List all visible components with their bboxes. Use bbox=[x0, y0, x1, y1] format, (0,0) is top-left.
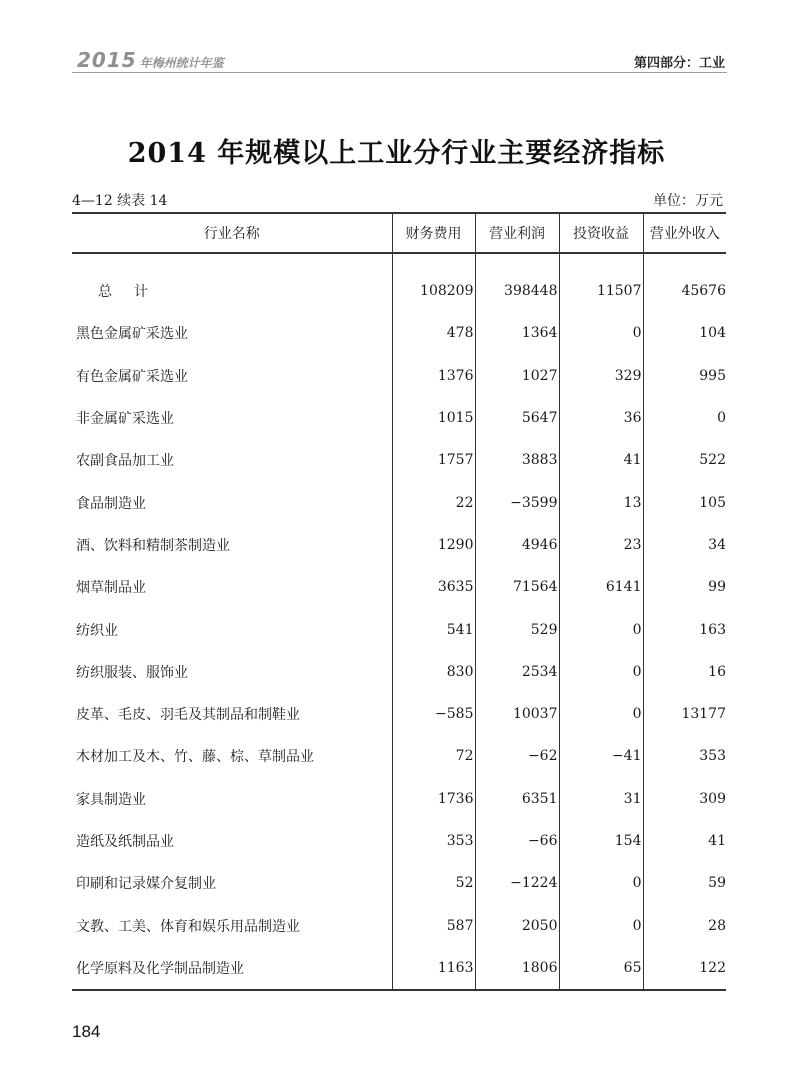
industry-name: 皮革、毛皮、羽毛及其制品和制鞋业 bbox=[76, 707, 300, 724]
column-header-non-operating-income: 营业外收入 bbox=[643, 213, 726, 253]
industry-name-cell bbox=[72, 253, 392, 312]
non-operating-income-cell: 309 bbox=[643, 778, 726, 820]
table-header-row bbox=[72, 213, 726, 253]
operating-profit-cell: 10037 bbox=[475, 693, 559, 735]
industry-name-cell bbox=[72, 439, 392, 481]
table-row bbox=[72, 820, 726, 862]
table-row bbox=[72, 524, 726, 566]
operating-profit-cell: 6351 bbox=[475, 778, 559, 820]
industry-name-cell bbox=[72, 524, 392, 566]
table-row bbox=[72, 947, 726, 990]
operating-profit-cell: 398448 bbox=[475, 253, 559, 312]
financial-expenses-cell: 1757 bbox=[392, 439, 475, 481]
investment-income-cell: 0 bbox=[559, 312, 643, 354]
non-operating-income-cell: 41 bbox=[643, 820, 726, 862]
investment-income-cell: 23 bbox=[559, 524, 643, 566]
investment-income-cell: 11507 bbox=[559, 253, 643, 312]
financial-expenses-cell: 541 bbox=[392, 608, 475, 650]
operating-profit-cell: −62 bbox=[475, 735, 559, 777]
operating-profit-cell: 5647 bbox=[475, 397, 559, 439]
investment-income-cell: 41 bbox=[559, 439, 643, 481]
industry-name: 文教、工美、体育和娱乐用品制造业 bbox=[76, 918, 300, 935]
running-head bbox=[72, 46, 727, 73]
investment-income-cell: 0 bbox=[559, 693, 643, 735]
industry-name-cell bbox=[72, 735, 392, 777]
investment-income-cell: 329 bbox=[559, 355, 643, 397]
financial-expenses-cell: 353 bbox=[392, 820, 475, 862]
table-row-total bbox=[72, 253, 726, 312]
investment-income-cell: 154 bbox=[559, 820, 643, 862]
investment-income-cell: −41 bbox=[559, 735, 643, 777]
financial-expenses-cell: 1163 bbox=[392, 947, 475, 990]
non-operating-income-cell: 122 bbox=[643, 947, 726, 990]
section-label: 第四部分：工业 bbox=[633, 56, 725, 71]
table-row bbox=[72, 312, 726, 354]
non-operating-income-cell: 16 bbox=[643, 651, 726, 693]
financial-expenses-cell: −585 bbox=[392, 693, 475, 735]
yearbook-brand bbox=[77, 48, 224, 72]
industry-name-cell bbox=[72, 397, 392, 439]
financial-expenses-cell: 1015 bbox=[392, 397, 475, 439]
non-operating-income-cell: 522 bbox=[643, 439, 726, 481]
column-header-industry: 行业名称 bbox=[203, 226, 260, 242]
table-row bbox=[72, 651, 726, 693]
operating-profit-cell: 2534 bbox=[475, 651, 559, 693]
industry-name: 纺织业 bbox=[76, 622, 118, 639]
non-operating-income-cell: 104 bbox=[643, 312, 726, 354]
industry-name: 食品制造业 bbox=[76, 495, 146, 512]
table-row bbox=[72, 778, 726, 820]
industry-name-cell bbox=[72, 355, 392, 397]
brand-name: 年梅州统计年鉴 bbox=[139, 56, 224, 70]
industry-name-cell bbox=[72, 651, 392, 693]
non-operating-income-cell: 13177 bbox=[643, 693, 726, 735]
financial-expenses-cell: 108209 bbox=[392, 253, 475, 312]
non-operating-income-cell: 28 bbox=[643, 904, 726, 946]
page-title: 2014 年规模以上工业分行业主要经济指标 bbox=[127, 138, 666, 169]
table-row bbox=[72, 355, 726, 397]
non-operating-income-cell: 99 bbox=[643, 566, 726, 608]
industry-name-cell bbox=[72, 312, 392, 354]
table-row bbox=[72, 608, 726, 650]
table-row bbox=[72, 862, 726, 904]
industry-name: 黑色金属矿采选业 bbox=[76, 326, 188, 343]
operating-profit-cell: 1027 bbox=[475, 355, 559, 397]
industry-name-cell bbox=[72, 862, 392, 904]
industry-name: 家具制造业 bbox=[76, 791, 146, 808]
industry-name: 纺织服装、服饰业 bbox=[76, 664, 188, 681]
column-header-investment-income: 投资收益 bbox=[559, 213, 643, 253]
industry-name: 非金属矿采选业 bbox=[76, 411, 174, 428]
non-operating-income-cell: 0 bbox=[643, 397, 726, 439]
industry-name-cell bbox=[72, 566, 392, 608]
page-number: 184 bbox=[72, 1022, 101, 1041]
operating-profit-cell: 4946 bbox=[475, 524, 559, 566]
investment-income-cell: 0 bbox=[559, 904, 643, 946]
financial-expenses-cell: 22 bbox=[392, 481, 475, 523]
investment-income-cell: 36 bbox=[559, 397, 643, 439]
industry-name-cell bbox=[72, 481, 392, 523]
operating-profit-cell: 529 bbox=[475, 608, 559, 650]
column-header-financial-expenses: 财务费用 bbox=[392, 213, 475, 253]
investment-income-cell: 0 bbox=[559, 862, 643, 904]
table-row bbox=[72, 397, 726, 439]
operating-profit-cell: −3599 bbox=[475, 481, 559, 523]
operating-profit-cell: 2050 bbox=[475, 904, 559, 946]
industry-name: 化学原料及化学制品制造业 bbox=[76, 960, 244, 977]
industry-name-cell bbox=[72, 820, 392, 862]
industry-name-cell bbox=[72, 904, 392, 946]
operating-profit-cell: 71564 bbox=[475, 566, 559, 608]
operating-profit-cell: −1224 bbox=[475, 862, 559, 904]
industry-name: 印刷和记录媒介复制业 bbox=[76, 876, 216, 893]
industry-name-cell bbox=[72, 608, 392, 650]
financial-expenses-cell: 3635 bbox=[392, 566, 475, 608]
table-row bbox=[72, 481, 726, 523]
indicator-table bbox=[72, 212, 726, 991]
non-operating-income-cell: 34 bbox=[643, 524, 726, 566]
non-operating-income-cell: 105 bbox=[643, 481, 726, 523]
investment-income-cell: 6141 bbox=[559, 566, 643, 608]
table-number: 4—12 续表 14 bbox=[72, 193, 168, 209]
financial-expenses-cell: 1290 bbox=[392, 524, 475, 566]
financial-expenses-cell: 52 bbox=[392, 862, 475, 904]
non-operating-income-cell: 163 bbox=[643, 608, 726, 650]
non-operating-income-cell: 59 bbox=[643, 862, 726, 904]
investment-income-cell: 0 bbox=[559, 608, 643, 650]
table-row bbox=[72, 566, 726, 608]
brand-year: 2015 bbox=[77, 48, 137, 72]
operating-profit-cell: −66 bbox=[475, 820, 559, 862]
operating-profit-cell: 3883 bbox=[475, 439, 559, 481]
financial-expenses-cell: 587 bbox=[392, 904, 475, 946]
financial-expenses-cell: 830 bbox=[392, 651, 475, 693]
industry-name: 农副食品加工业 bbox=[76, 453, 174, 470]
table-row bbox=[72, 439, 726, 481]
financial-expenses-cell: 478 bbox=[392, 312, 475, 354]
industry-name: 酒、饮料和精制茶制造业 bbox=[76, 537, 230, 554]
unit-label: 单位：万元 bbox=[653, 193, 723, 209]
industry-name: 造纸及纸制品业 bbox=[76, 834, 174, 850]
industry-name-cell bbox=[72, 947, 392, 990]
financial-expenses-cell: 1376 bbox=[392, 355, 475, 397]
industry-name-cell bbox=[72, 693, 392, 735]
industry-name-cell bbox=[72, 778, 392, 820]
industry-name: 总计 bbox=[98, 284, 170, 301]
non-operating-income-cell: 995 bbox=[643, 355, 726, 397]
operating-profit-cell: 1364 bbox=[475, 312, 559, 354]
operating-profit-cell: 1806 bbox=[475, 947, 559, 990]
non-operating-income-cell: 45676 bbox=[643, 253, 726, 312]
industry-name: 木材加工及木、竹、藤、棕、草制品业 bbox=[76, 749, 314, 766]
industry-name: 烟草制品业 bbox=[76, 580, 146, 597]
industry-name: 有色金属矿采选业 bbox=[76, 368, 188, 385]
non-operating-income-cell: 353 bbox=[643, 735, 726, 777]
investment-income-cell: 0 bbox=[559, 651, 643, 693]
investment-income-cell: 65 bbox=[559, 947, 643, 990]
table-row bbox=[72, 735, 726, 777]
investment-income-cell: 13 bbox=[559, 481, 643, 523]
financial-expenses-cell: 1736 bbox=[392, 778, 475, 820]
table-row bbox=[72, 904, 726, 946]
investment-income-cell: 31 bbox=[559, 778, 643, 820]
financial-expenses-cell: 72 bbox=[392, 735, 475, 777]
table-row bbox=[72, 693, 726, 735]
column-header-operating-profit: 营业利润 bbox=[475, 213, 559, 253]
